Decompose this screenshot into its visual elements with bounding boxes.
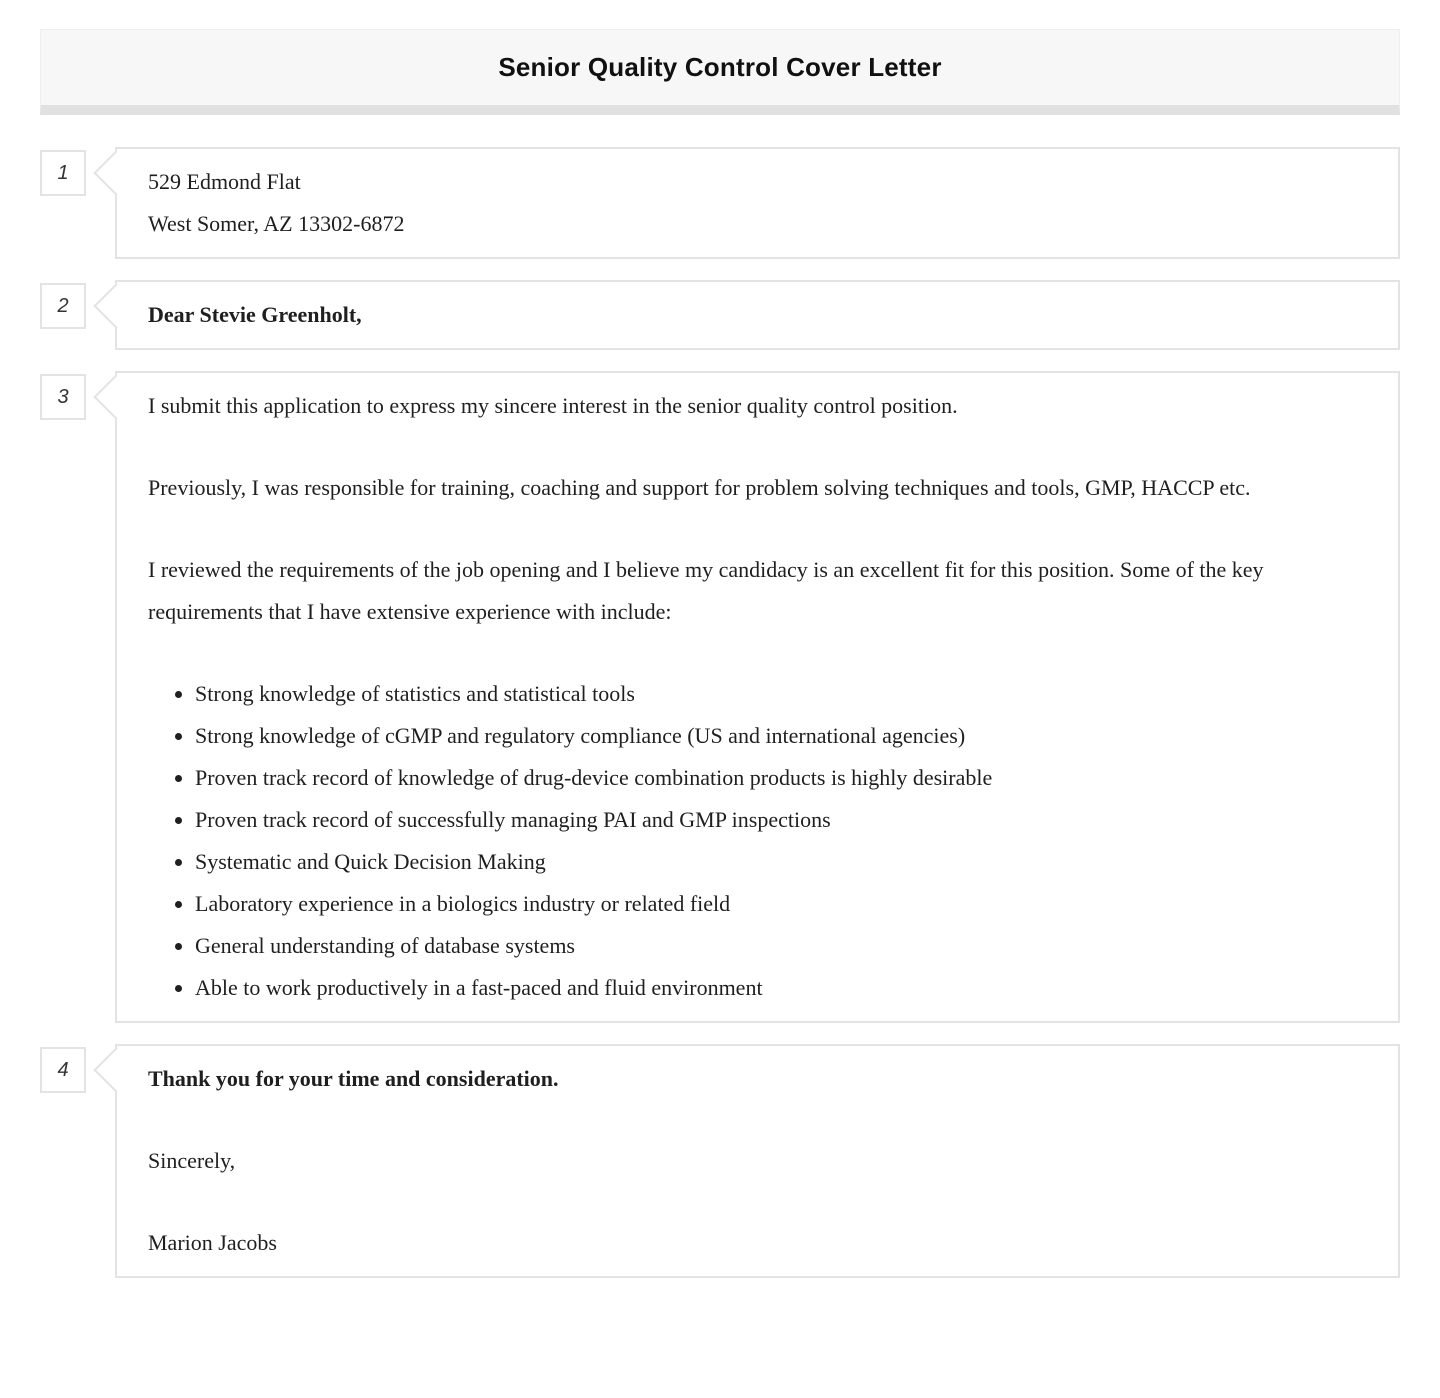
- body-paragraph-2: Previously, I was responsible for training, coaching and support for problem solving techniques and tools, GMP, HACCP etc.: [148, 475, 1251, 500]
- requirement-item: • Able to work productively in a fast-paced and fluid environment: [195, 967, 1367, 1009]
- address-line-1: 529 Edmond Flat: [148, 169, 301, 194]
- section-closing: [40, 1044, 1400, 1278]
- requirement-item: • Laboratory experience in a biologics industry or related field: [195, 883, 1367, 925]
- closing-signature: Marion Jacobs: [148, 1230, 277, 1255]
- section-number-badge: 3: [40, 374, 86, 420]
- address-line-2: West Somer, AZ 13302-6872: [148, 211, 405, 236]
- section-address: [40, 147, 1400, 259]
- requirement-item: • Proven track record of knowledge of drug-device combination products is highly desirable: [195, 757, 1367, 799]
- closing-bubble: [115, 1044, 1400, 1278]
- address-bubble: [115, 147, 1400, 259]
- closing-thanks: Thank you for your time and consideration.: [148, 1066, 559, 1091]
- requirement-item: • General understanding of database systems: [195, 925, 1367, 967]
- salutation-bubble: [115, 280, 1400, 350]
- section-number-badge: 4: [40, 1047, 86, 1093]
- page-header: [40, 29, 1400, 115]
- requirement-item: • Systematic and Quick Decision Making: [195, 841, 1367, 883]
- closing-signoff: Sincerely,: [148, 1148, 236, 1173]
- body-paragraph-1: I submit this application to express my sincere interest in the senior quality control position.: [148, 393, 958, 418]
- section-number-badge: 1: [40, 150, 86, 196]
- requirements-list: [148, 673, 1367, 1009]
- requirement-item: • Strong knowledge of statistics and statistical tools: [195, 673, 1367, 715]
- requirement-item: • Proven track record of successfully managing PAI and GMP inspections: [195, 799, 1367, 841]
- body-bubble: [115, 371, 1400, 1023]
- salutation-text: Dear Stevie Greenholt,: [148, 302, 362, 327]
- section-number-badge: 2: [40, 283, 86, 329]
- section-salutation: [40, 280, 1400, 350]
- letter-sections: [0, 147, 1440, 1278]
- requirement-item: • Strong knowledge of cGMP and regulatory compliance (US and international agencies): [195, 715, 1367, 757]
- section-body: [40, 371, 1400, 1023]
- page-title: Senior Quality Control Cover Letter: [498, 52, 942, 82]
- body-paragraph-3: I reviewed the requirements of the job opening and I believe my candidacy is an excellent fit for this position. Some of the key requirements that I have extensive experience with include:: [148, 557, 1264, 624]
